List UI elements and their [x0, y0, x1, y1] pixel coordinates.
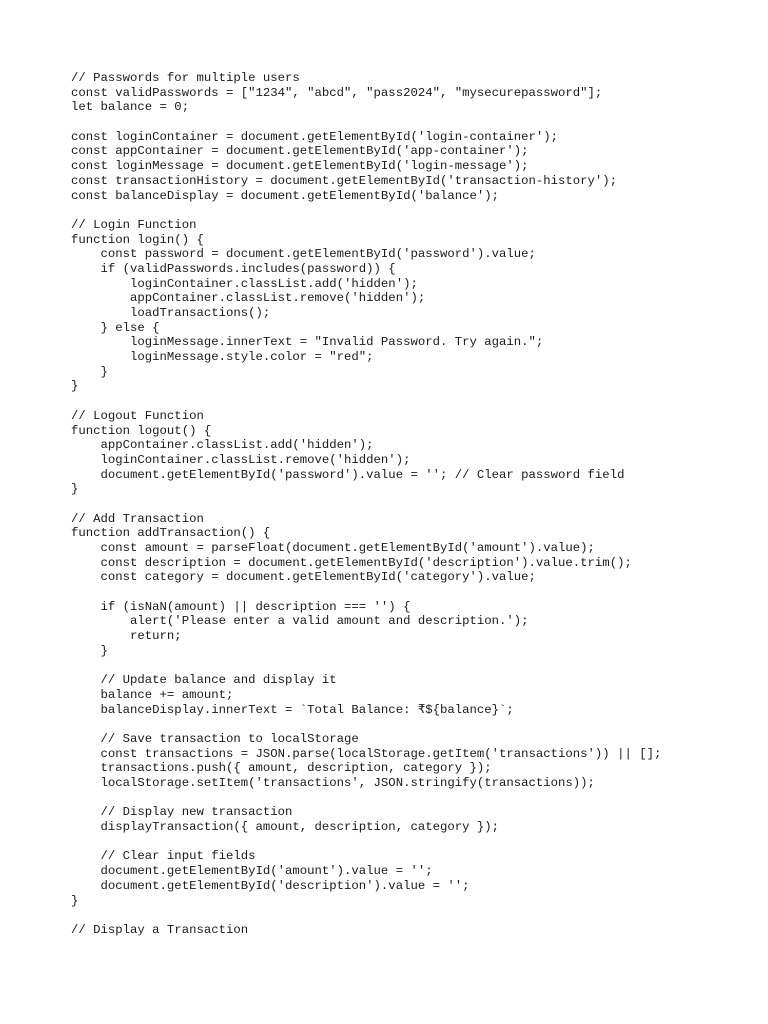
code-line: // Login Function [71, 217, 197, 232]
code-line: } [71, 364, 108, 379]
code-line: } [71, 893, 79, 908]
code-line: function addTransaction() { [71, 526, 271, 541]
code-line: loginContainer.classList.remove('hidden'); [71, 452, 411, 467]
code-line: if (validPasswords.includes(password)) { [71, 261, 396, 276]
code-line: document.getElementById('password').value = ''; // Clear password field [71, 467, 625, 482]
code-line [71, 717, 751, 732]
code-line: loginMessage.style.color = "red"; [71, 350, 374, 365]
code-line: // Display new transaction [71, 805, 293, 820]
code-line: } else { [71, 320, 160, 335]
code-line [71, 203, 751, 218]
code-line: loginMessage.innerText = "Invalid Password. Try again."; [71, 335, 544, 350]
code-line [71, 585, 751, 600]
code-line: const appContainer = document.getElementById('app-container'); [71, 144, 529, 159]
code-line [71, 394, 751, 409]
code-line: alert('Please enter a valid amount and description.'); [71, 614, 529, 629]
code-line: // Display a Transaction [71, 922, 249, 937]
code-line: const description = document.getElementById('description').value.trim(); [71, 555, 632, 570]
code-line: // Add Transaction [71, 511, 204, 526]
code-line: localStorage.setItem('transactions', JSON.stringify(transactions)); [71, 776, 595, 790]
code-line: appContainer.classList.add('hidden'); [71, 438, 374, 453]
code-line [71, 659, 751, 674]
code-line: function logout() { [71, 423, 212, 438]
code-line [71, 497, 751, 512]
code-line: transactions.push({ amount, description, category }); [71, 761, 492, 776]
code-line: const loginMessage = document.getElementById('login-message'); [71, 159, 529, 174]
code-line: } [71, 643, 108, 658]
code-line: if (isNaN(amount) || description === '') { [71, 599, 411, 614]
code-line: // Save transaction to localStorage [71, 731, 359, 746]
code-line [71, 115, 751, 130]
code-line: } [71, 379, 79, 394]
code-line: const amount = parseFloat(document.getElementById('amount').value); [71, 541, 595, 555]
code-line: let balance = 0; [71, 100, 190, 115]
code-line: displayTransaction({ amount, description, category }); [71, 820, 500, 835]
code-line: // Passwords for multiple users [71, 71, 300, 85]
code-line: // Clear input fields [71, 849, 256, 864]
code-line: } [71, 482, 79, 497]
code-line: const password = document.getElementById('password').value; [71, 247, 536, 262]
code-line: const loginContainer = document.getElementById('login-container'); [71, 129, 559, 144]
code-line [71, 908, 751, 923]
code-line: const transactions = JSON.parse(localStorage.getItem('transactions')) || []; [71, 746, 662, 761]
code-line: // Logout Function [71, 408, 204, 423]
code-line: // Update balance and display it [71, 673, 337, 688]
code-line: const category = document.getElementById('category').value; [71, 570, 536, 585]
code-line: appContainer.classList.remove('hidden'); [71, 291, 426, 306]
code-line: const transactionHistory = document.getElementById('transaction-history'); [71, 173, 618, 188]
code-line: document.getElementById('amount').value = ''; [71, 864, 433, 879]
code-block [71, 71, 751, 938]
code-line: document.getElementById('description').value = ''; [71, 878, 470, 893]
code-line: const balanceDisplay = document.getElementById('balance'); [71, 188, 500, 203]
code-line: loginContainer.classList.add('hidden'); [71, 276, 418, 291]
code-line: return; [71, 629, 182, 644]
code-line: balance += amount; [71, 687, 234, 702]
code-line [71, 791, 751, 806]
code-line: const validPasswords = ["1234", "abcd", "pass2024", "mysecurepassword"]; [71, 85, 603, 100]
code-line: function login() { [71, 232, 204, 247]
code-line: balanceDisplay.innerText = `Total Balance: ₹${balance}`; [71, 702, 514, 717]
code-line: loadTransactions(); [71, 306, 271, 320]
code-line [71, 835, 751, 850]
